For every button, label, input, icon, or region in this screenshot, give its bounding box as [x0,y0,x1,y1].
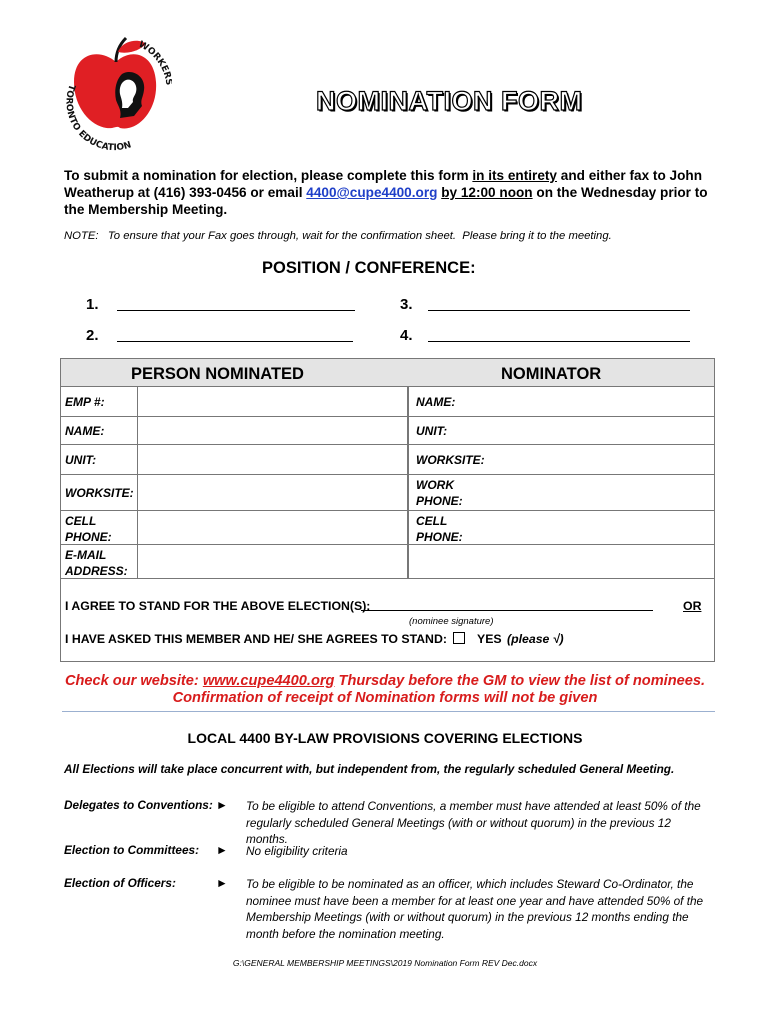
nomination-table [60,358,715,662]
nominee-name-label: NAME: [65,424,105,438]
yes-label: YES [477,632,502,646]
intro-deadline: by 12:00 noon [441,185,533,200]
position-number-1: 1. [86,296,99,313]
nominee-cell-label: CELL PHONE: [65,514,112,544]
divider [62,711,715,712]
position-3-field[interactable] [428,310,690,311]
nominee-cell-field[interactable] [138,511,408,545]
nominee-unit-label-cell [61,445,138,475]
nominee-email-field[interactable] [138,545,408,579]
intro-text-1: To submit a nomination for election, please complete this form [64,168,473,183]
nominator-header: NOMINATOR [501,365,602,383]
intro-entirety: in its entirety [472,168,557,183]
nominator-cell-label: CELL PHONE: [416,514,463,544]
nominee-unit-label: UNIT: [65,453,97,467]
nominee-cell-label-cell [61,511,138,545]
nominator-extra-field[interactable] [408,545,714,579]
agree-stand-text: I AGREE TO STAND FOR THE ABOVE ELECTION(S): [65,599,371,613]
bylaw-title: LOCAL 4400 BY-LAW PROVISIONS COVERING ELECTIONS [187,730,583,746]
nominator-cell-field[interactable] [408,511,714,545]
form-title: NOMINATION FORM [316,86,583,116]
nominator-unit-field[interactable] [408,417,714,445]
nominee-worksite-label: WORKSITE: [65,486,134,500]
toronto-education-workers-logo [60,34,172,152]
bylaw-row-text: To be eligible to attend Conventions, a member must have attended at least 50% of the regularly scheduled General Meetings (with or without quorum) in the previous 12 months. [246,799,701,846]
nominator-work-phone-label: WORK PHONE: [416,478,463,508]
position-title: POSITION / CONFERENCE: [262,259,476,277]
file-path-footer: G:\GENERAL MEMBERSHIP MEETINGS\2019 Nomination Form REV Dec.docx [232,958,538,968]
nominee-worksite-field[interactable] [138,475,408,511]
intro-text-4: on the Wednesday prior to the Membership Meeting. [64,185,708,217]
arrow-icon: ► [216,798,228,812]
bylaw-row-label: Election to Committees: [64,843,200,857]
svg-text:TORONTO EDUCATION: TORONTO EDUCATION [63,82,133,152]
intro-paragraph [64,167,724,218]
nominee-name-field[interactable] [138,417,408,445]
nominee-email-label: E-MAIL ADDRESS: [65,548,128,578]
nominator-worksite-label: WORKSITE: [416,453,485,467]
website-link[interactable]: www.cupe4400.org [202,673,335,689]
position-number-2: 2. [86,327,99,344]
intro-text-2: and either fax to John Weatherup at (416) 393-0456 or email [64,168,703,200]
position-number-3: 3. [400,296,413,313]
confirmation-notice: Confirmation of receipt of Nomination forms will not be given [172,690,598,706]
or-label: OR [683,599,702,613]
agree-asked-text: I HAVE ASKED THIS MEMBER AND HE/ SHE AGREES TO STAND: [65,632,447,646]
website-post: Thursday before the GM to view the list of nominees. [334,673,706,689]
position-number-4: 4. [400,327,413,344]
position-2-field[interactable] [117,341,353,342]
svg-text:WORKERS: WORKER [136,39,172,81]
bylaw-row-label: Delegates to Conventions: [64,798,213,812]
arrow-icon: ► [216,876,228,890]
person-nominated-header: PERSON NOMINATED [131,365,304,383]
fax-note: NOTE: To ensure that your Fax goes through, wait for the confirmation sheet. Please bring it to the meeting. [64,230,612,242]
nominee-unit-field[interactable] [138,445,408,475]
nominator-unit-label: UNIT: [416,424,448,438]
bylaw-row-text: No eligibility criteria [246,844,348,858]
table-header [61,359,714,387]
nominator-name-label: NAME: [416,395,456,409]
nominator-work-phone-field[interactable] [408,475,714,511]
bylaw-intro: All Elections will take place concurrent with, but independent from, the regularly scheduled General Meeting. [64,762,675,776]
please-check-label: (please √) [507,632,564,646]
position-1-field[interactable] [117,310,355,311]
nominee-name-label-cell [61,417,138,445]
emp-label-cell [61,387,138,417]
yes-checkbox[interactable] [453,632,465,644]
bylaw-row-text: To be eligible to be nominated as an officer, which includes Steward Co-Ordinator, the nominee must have been a member for at least one year and have attended 50% of the Membership Meetings (with or without quorum) in the previous 12 months ending the month before the nomination meeting. [246,877,704,941]
arrow-icon: ► [216,843,228,857]
emp-label: EMP #: [65,395,105,409]
website-pre: Check our website: [64,673,203,689]
bylaw-row-label: Election of Officers: [64,876,176,890]
nominee-worksite-label-cell [61,475,138,511]
position-4-field[interactable] [428,341,690,342]
signature-caption: (nominee signature) [409,616,494,627]
nominee-signature-line[interactable] [361,610,653,611]
nominee-email-label-cell [61,545,138,579]
nominator-name-field[interactable] [408,387,714,417]
website-notice [0,673,770,690]
email-link[interactable]: 4400@cupe4400.org [306,185,438,200]
emp-field[interactable] [138,387,408,417]
nominator-worksite-field[interactable] [408,445,714,475]
